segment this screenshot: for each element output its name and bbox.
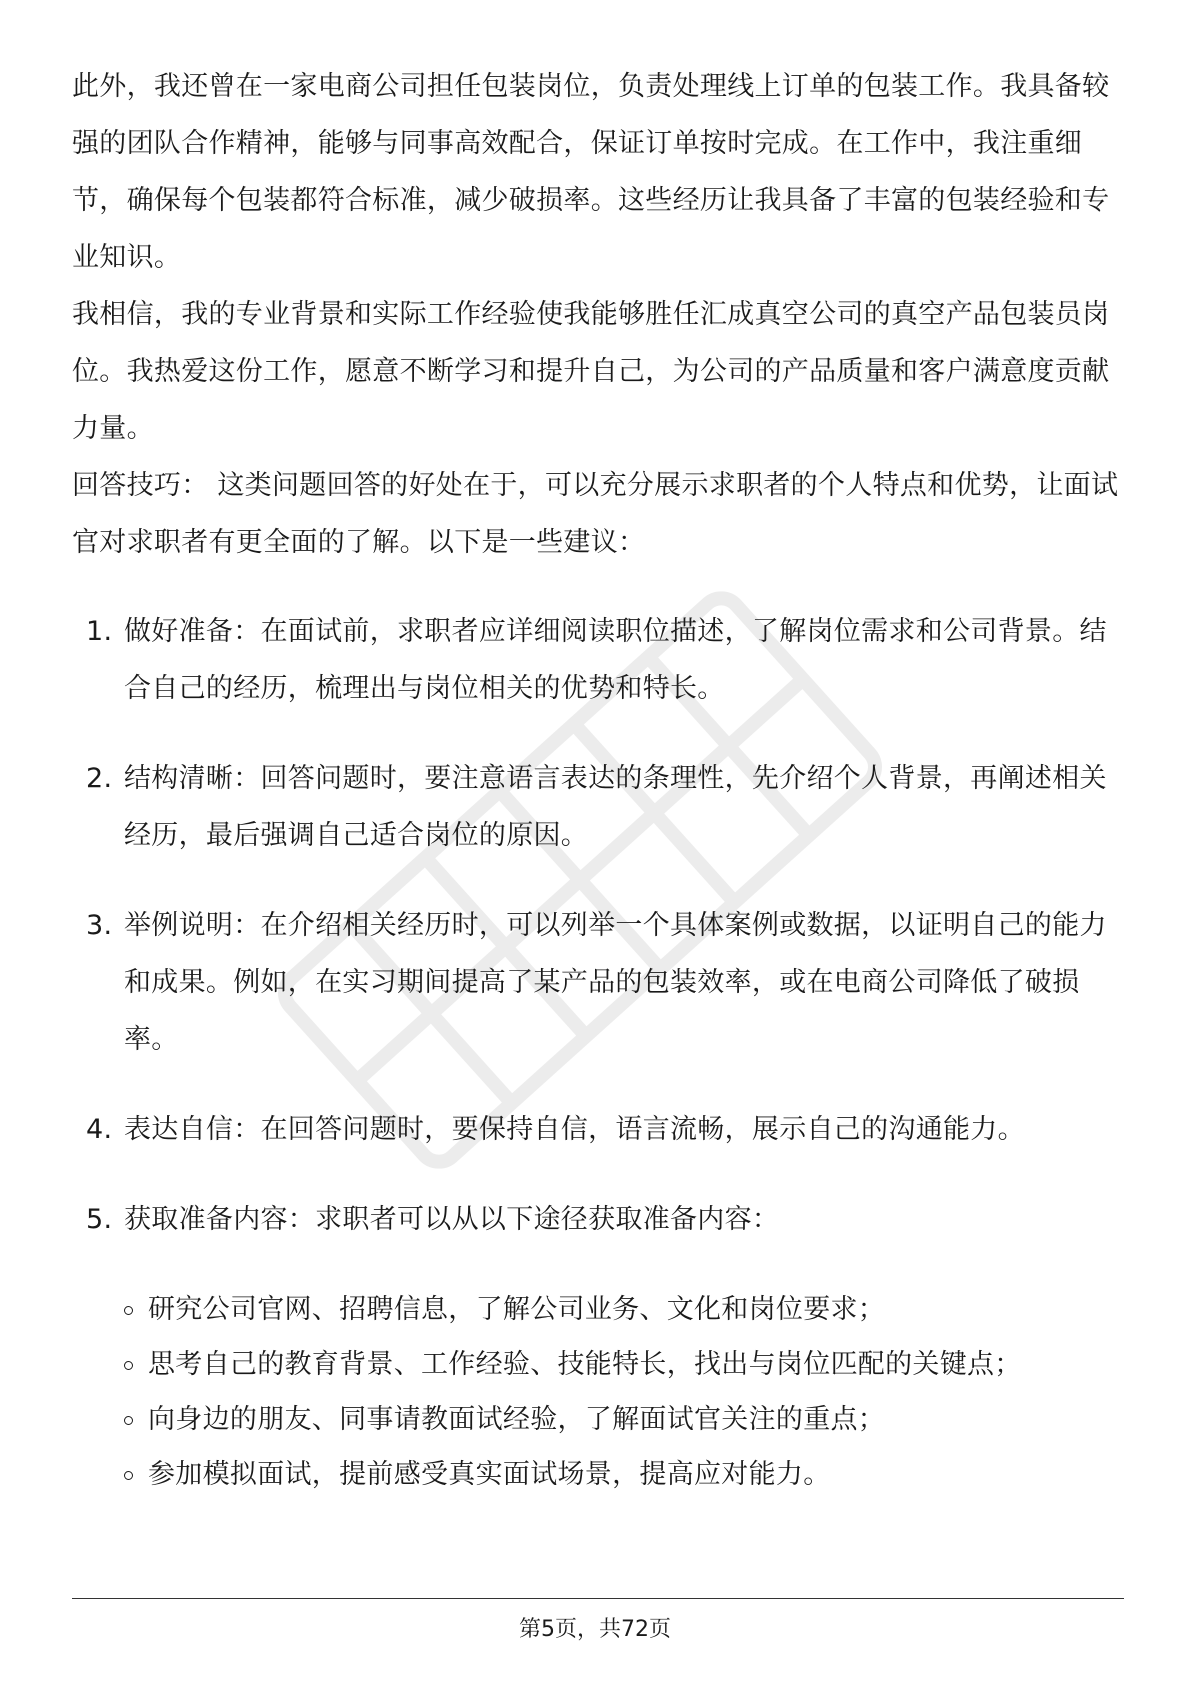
- tip-item: [72, 750, 1124, 864]
- paragraph-experience: 此外，我还曾在一家电商公司担任包装岗位，负责处理线上订单的包装工作。我具备较强的团队合作精神，能够与同事高效配合，保证订单按时完成。在工作中，我注重细节，确保每个包装都符合标准，减少破损率。这些经历让我具备了丰富的包装经验和专业知识。: [72, 71, 1110, 273]
- page-number: 第5页，共72页: [519, 1617, 671, 1642]
- tip-number: 2.: [86, 763, 113, 794]
- sub-list: [124, 1282, 1124, 1502]
- sub-list-item: [124, 1392, 1124, 1447]
- sub-list-item: [124, 1337, 1124, 1392]
- footer-divider: [72, 1598, 1124, 1599]
- tip-text: 表达自信：在回答问题时，要保持自信，语言流畅，展示自己的沟通能力。: [124, 1114, 1025, 1145]
- paragraph-tips-intro: 回答技巧： 这类问题回答的好处在于，可以充分展示求职者的个人特点和优势，让面试官对求职者有更全面的了解。以下是一些建议：: [72, 470, 1119, 558]
- sub-item-text: 思考自己的教育背景、工作经验、技能特长，找出与岗位匹配的关键点；: [148, 1349, 1022, 1380]
- sub-list-item: [124, 1282, 1124, 1337]
- tip-number: 1.: [86, 616, 113, 647]
- bullet-circle-icon: [124, 1306, 133, 1315]
- bullet-circle-icon: [124, 1471, 133, 1480]
- tip-number: 4.: [86, 1114, 113, 1145]
- tip-text: 结构清晰：回答问题时，要注意语言表达的条理性，先介绍个人背景，再阐述相关经历，最后强调自己适合岗位的原因。: [124, 763, 1107, 851]
- tip-item: [72, 1101, 1124, 1158]
- tip-text: 获取准备内容：求职者可以从以下途径获取准备内容：: [124, 1204, 780, 1235]
- sub-item-text: 研究公司官网、招聘信息，了解公司业务、文化和岗位要求；: [148, 1294, 886, 1325]
- sub-item-text: 向身边的朋友、同事请教面试经验，了解面试官关注的重点；: [148, 1404, 886, 1435]
- tip-item: [72, 897, 1124, 1068]
- tip-text: 举例说明：在介绍相关经历时，可以列举一个具体案例或数据，以证明自己的能力和成果。例如，在实习期间提高了某产品的包装效率，或在电商公司降低了破损率。: [124, 910, 1107, 1055]
- sub-list-item: [124, 1447, 1124, 1502]
- tips-list: [72, 603, 1124, 1502]
- paragraph-conclusion: 我相信，我的专业背景和实际工作经验使我能够胜任汇成真空公司的真空产品包装员岗位。我热爱这份工作，愿意不断学习和提升自己，为公司的产品质量和客户满意度贡献力量。: [72, 299, 1110, 444]
- sub-item-text: 参加模拟面试，提前感受真实面试场景，提高应对能力。: [148, 1459, 831, 1490]
- bullet-circle-icon: [124, 1361, 133, 1370]
- tip-number: 5.: [86, 1204, 113, 1235]
- document-body: [72, 58, 1124, 1535]
- tip-item: [72, 603, 1124, 717]
- bullet-circle-icon: [124, 1416, 133, 1425]
- tip-item: [72, 1191, 1124, 1502]
- tip-text: 做好准备：在面试前，求职者应详细阅读职位描述，了解岗位需求和公司背景。结合自己的经历，梳理出与岗位相关的优势和特长。: [124, 616, 1107, 704]
- tip-number: 3.: [86, 910, 113, 941]
